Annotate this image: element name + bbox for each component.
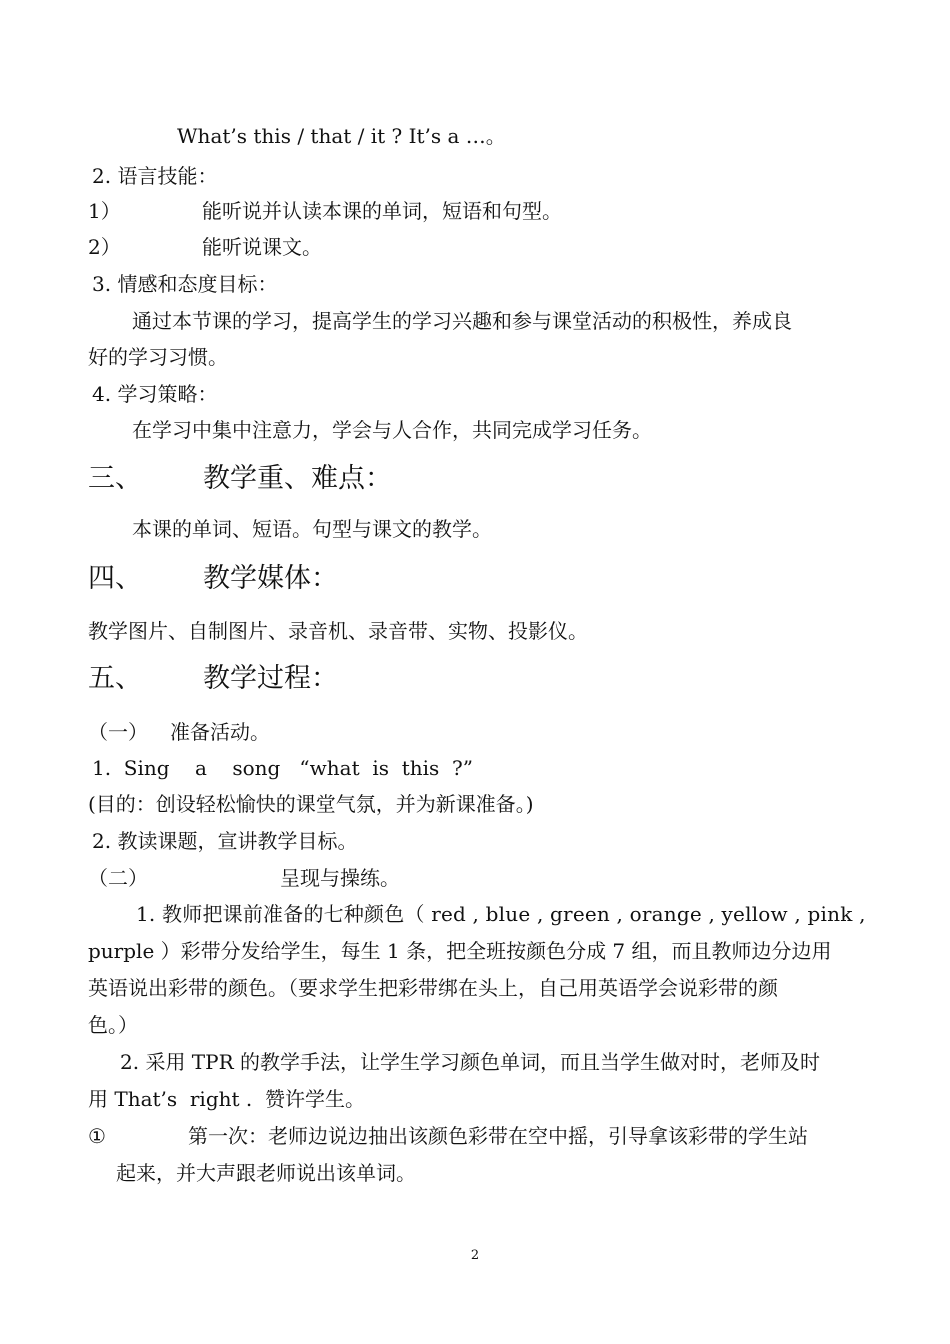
paragraph-line: (目的：创设轻松愉快的课堂气氛，并为新课准备。) <box>88 792 534 816</box>
paragraph-line: 1. Sing a song “what is this ?” <box>92 756 473 780</box>
paragraph-line: 起来，并大声跟老师说出该单词。 <box>116 1161 416 1185</box>
paragraph-line: 本课的单词、短语。句型与课文的教学。 <box>132 517 492 541</box>
heading-text: 教学过程： <box>203 663 338 694</box>
item-text: 能听说并认读本课的单词，短语和句型。 <box>202 199 562 223</box>
paragraph-line: 教学图片、自制图片、录音机、录音带、实物、投影仪。 <box>88 619 588 643</box>
step-text: 准备活动。 <box>170 720 270 744</box>
step-number: （一） <box>88 720 148 744</box>
section-heading-process <box>88 663 888 695</box>
paragraph-line: 好的学习习惯。 <box>88 345 228 369</box>
heading-number: 五、 <box>88 663 142 694</box>
step-number: （二） <box>88 866 148 890</box>
paragraph-line: 英语说出彩带的颜色。（要求学生把彩带绑在头上，自己用英语学会说彩带的颜 <box>88 976 778 1000</box>
paragraph-line: 色。） <box>88 1013 138 1037</box>
paragraph-line: 通过本节课的学习，提高学生的学习兴趣和参与课堂活动的积极性，养成良 <box>132 309 792 333</box>
heading-number: 四、 <box>88 563 142 594</box>
section-heading-media <box>88 563 888 595</box>
paragraph-line: 在学习中集中注意力，学会与人合作，共同完成学习任务。 <box>132 418 652 442</box>
paragraph-line: 用 That’s right . 赞许学生。 <box>88 1087 365 1111</box>
objective-language-skills: 2. 语言技能： <box>92 164 218 188</box>
item-text: 第一次：老师边说边抽出该颜色彩带在空中摇，引导拿该彩带的学生站 <box>188 1124 808 1148</box>
objective-attitude: 3. 情感和态度目标： <box>92 272 278 296</box>
paragraph-line: 1. 教师把课前准备的七种颜色（ red , blue , green , orange , yellow , pink , <box>136 902 866 926</box>
heading-text: 教学重、难点： <box>203 463 392 494</box>
item-text: 能听说课文。 <box>202 235 322 259</box>
step-text: 呈现与操练。 <box>280 866 400 890</box>
objective-strategy: 4. 学习策略： <box>92 382 218 406</box>
paragraph-line: 2. 教读课题，宣讲教学目标。 <box>92 829 358 853</box>
heading-number: 三、 <box>88 463 142 494</box>
item-number: 2） <box>88 235 121 259</box>
item-number: 1） <box>88 199 121 223</box>
page-number: 2 <box>470 1248 480 1263</box>
section-heading-key-points <box>88 463 888 495</box>
paragraph-line: 2. 采用 TPR 的教学手法，让学生学习颜色单词，而且当学生做对时，老师及时 <box>120 1050 821 1074</box>
paragraph-line: purple ）彩带分发给学生，每生 1 条，把全班按颜色分成 7 组，而且教师边分边用 <box>88 939 832 963</box>
item-marker: ① <box>88 1124 106 1148</box>
heading-text: 教学媒体： <box>203 563 338 594</box>
sentence-pattern-line: What’s this / that / it ? It’s a …。 <box>177 124 506 148</box>
